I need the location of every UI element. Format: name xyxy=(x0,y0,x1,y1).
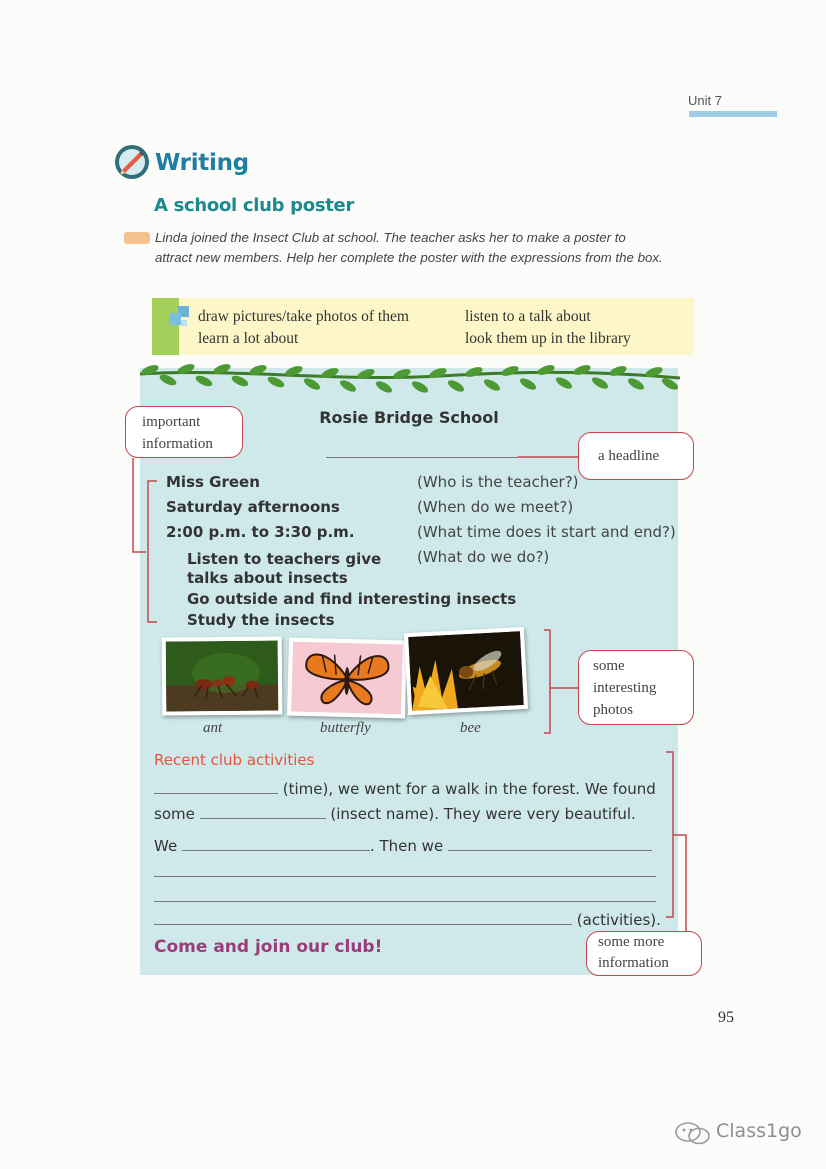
blank-line-time xyxy=(154,779,656,798)
blank-then[interactable] xyxy=(448,836,652,851)
expression-item: listen to a talk about xyxy=(465,308,591,325)
activity-item: Study the insects xyxy=(187,611,335,629)
line-text: some xyxy=(154,805,195,823)
activity-item: Listen to teachers give xyxy=(187,550,382,568)
section-subtitle: A school club poster xyxy=(154,195,355,216)
callout-more-text: some more information xyxy=(598,934,669,971)
blank-line-insect xyxy=(154,804,636,823)
meeting-time: 2:00 p.m. to 3:30 p.m. xyxy=(166,523,355,541)
wechat-icon xyxy=(674,1120,712,1146)
blank-line[interactable] xyxy=(154,901,656,902)
blank-line[interactable] xyxy=(154,876,656,877)
line-text: We xyxy=(154,837,178,855)
butterfly-photo xyxy=(287,637,407,718)
blank-time[interactable] xyxy=(154,779,278,794)
line-text: . Then we xyxy=(369,837,444,855)
blank-line-we xyxy=(154,836,652,855)
instructions: Linda joined the Insect Club at school. The teacher asks her to make a poster to attract new members. Help her complete the poster with the expressions from the box. xyxy=(155,230,663,265)
activity-item: talks about insects xyxy=(187,569,348,587)
callout-important-text: important information xyxy=(142,414,213,452)
watermark: Class1go xyxy=(716,1120,802,1142)
blank-we[interactable] xyxy=(182,836,370,851)
callout-photos-text: some interesting photos xyxy=(593,658,657,718)
expression-item: look them up in the library xyxy=(465,330,631,347)
caption-ant: ant xyxy=(203,720,223,736)
expression-item: draw pictures/take photos of them xyxy=(198,308,409,325)
blank-insect-name[interactable] xyxy=(200,804,326,819)
question-time: (What time does it start and end?) xyxy=(417,523,676,541)
line-text: (insect name). They were very beautiful. xyxy=(330,805,636,823)
callout-headline-text: a headline xyxy=(598,448,660,464)
recent-activities-heading: Recent club activities xyxy=(154,751,315,769)
blank-activities[interactable] xyxy=(154,910,572,925)
ant-photo xyxy=(162,636,283,715)
expression-item: learn a lot about xyxy=(198,330,299,347)
meeting-day: Saturday afternoons xyxy=(166,498,340,516)
question-day: (When do we meet?) xyxy=(417,498,574,516)
line-text: (time), we went for a walk in the forest. We found xyxy=(282,780,656,798)
school-name: Rosie Bridge School xyxy=(319,408,499,427)
question-teacher: (Who is the teacher?) xyxy=(417,473,579,491)
caption-bee: bee xyxy=(460,720,481,736)
teacher-name: Miss Green xyxy=(166,473,260,491)
bee-photo xyxy=(404,627,528,715)
line-text: (activities). xyxy=(576,911,661,929)
activity-item: Go outside and find interesting insects xyxy=(187,590,517,608)
blank-line-activities xyxy=(154,910,661,929)
question-activities: (What do we do?) xyxy=(417,548,550,566)
section-title: Writing xyxy=(155,150,249,176)
caption-butterfly: butterfly xyxy=(320,720,371,736)
page-number: 95 xyxy=(718,1009,734,1026)
unit-label: Unit 7 xyxy=(688,93,722,108)
closing-slogan: Come and join our club! xyxy=(154,937,383,957)
